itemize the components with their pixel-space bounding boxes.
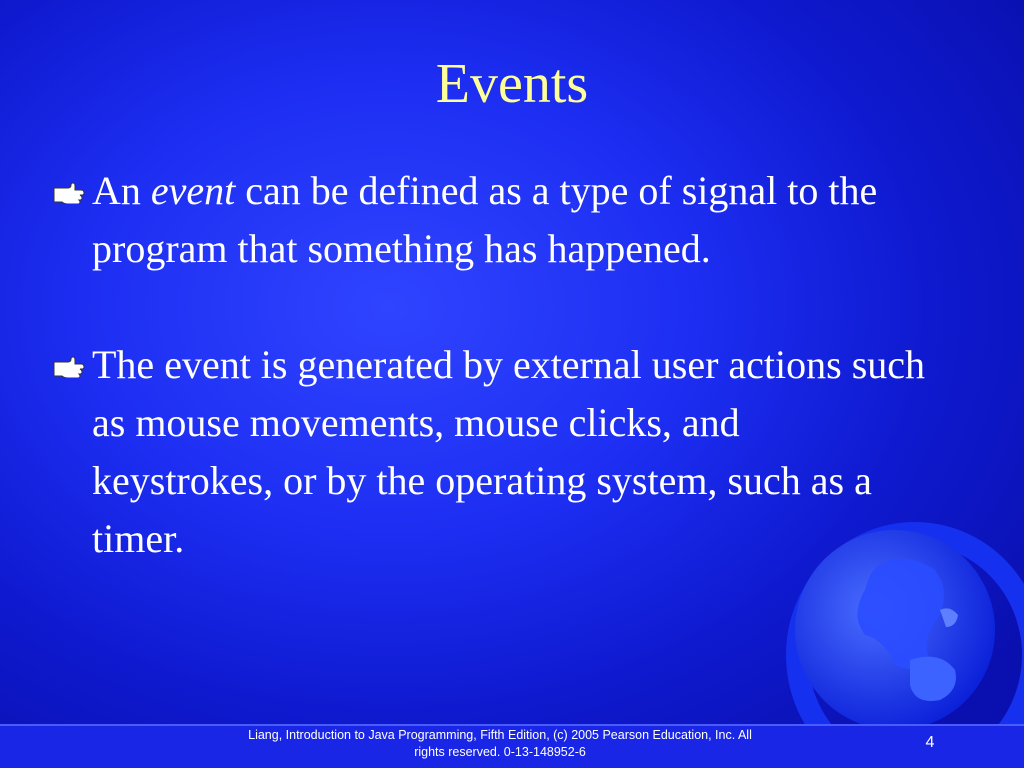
bullet-list — [50, 162, 930, 568]
pointing-hand-icon — [52, 178, 86, 204]
bullet-item — [50, 336, 930, 568]
footer-copyright — [200, 727, 800, 761]
page-number: 4 — [925, 734, 935, 751]
pointing-hand-icon — [52, 352, 86, 378]
slide-title: Events — [435, 53, 589, 115]
bullet-rest: can be defined as a type of signal to the program that something has happened. — [92, 168, 878, 271]
footer-line-1: Liang, Introduction to Java Programming, Fifth Edition, (c) 2005 Pearson Education, Inc. All — [248, 728, 752, 742]
bullet-emphasis: event — [150, 168, 236, 213]
bullet-prefix: An — [92, 168, 151, 213]
bullet-text: The event is generated by external user actions such as mouse movements, mouse clicks, and keystrokes, or by the operating system, such as a timer. — [92, 342, 926, 561]
footer-line-2: rights reserved. 0-13-148952-6 — [414, 745, 586, 759]
bullet-item — [50, 162, 930, 278]
